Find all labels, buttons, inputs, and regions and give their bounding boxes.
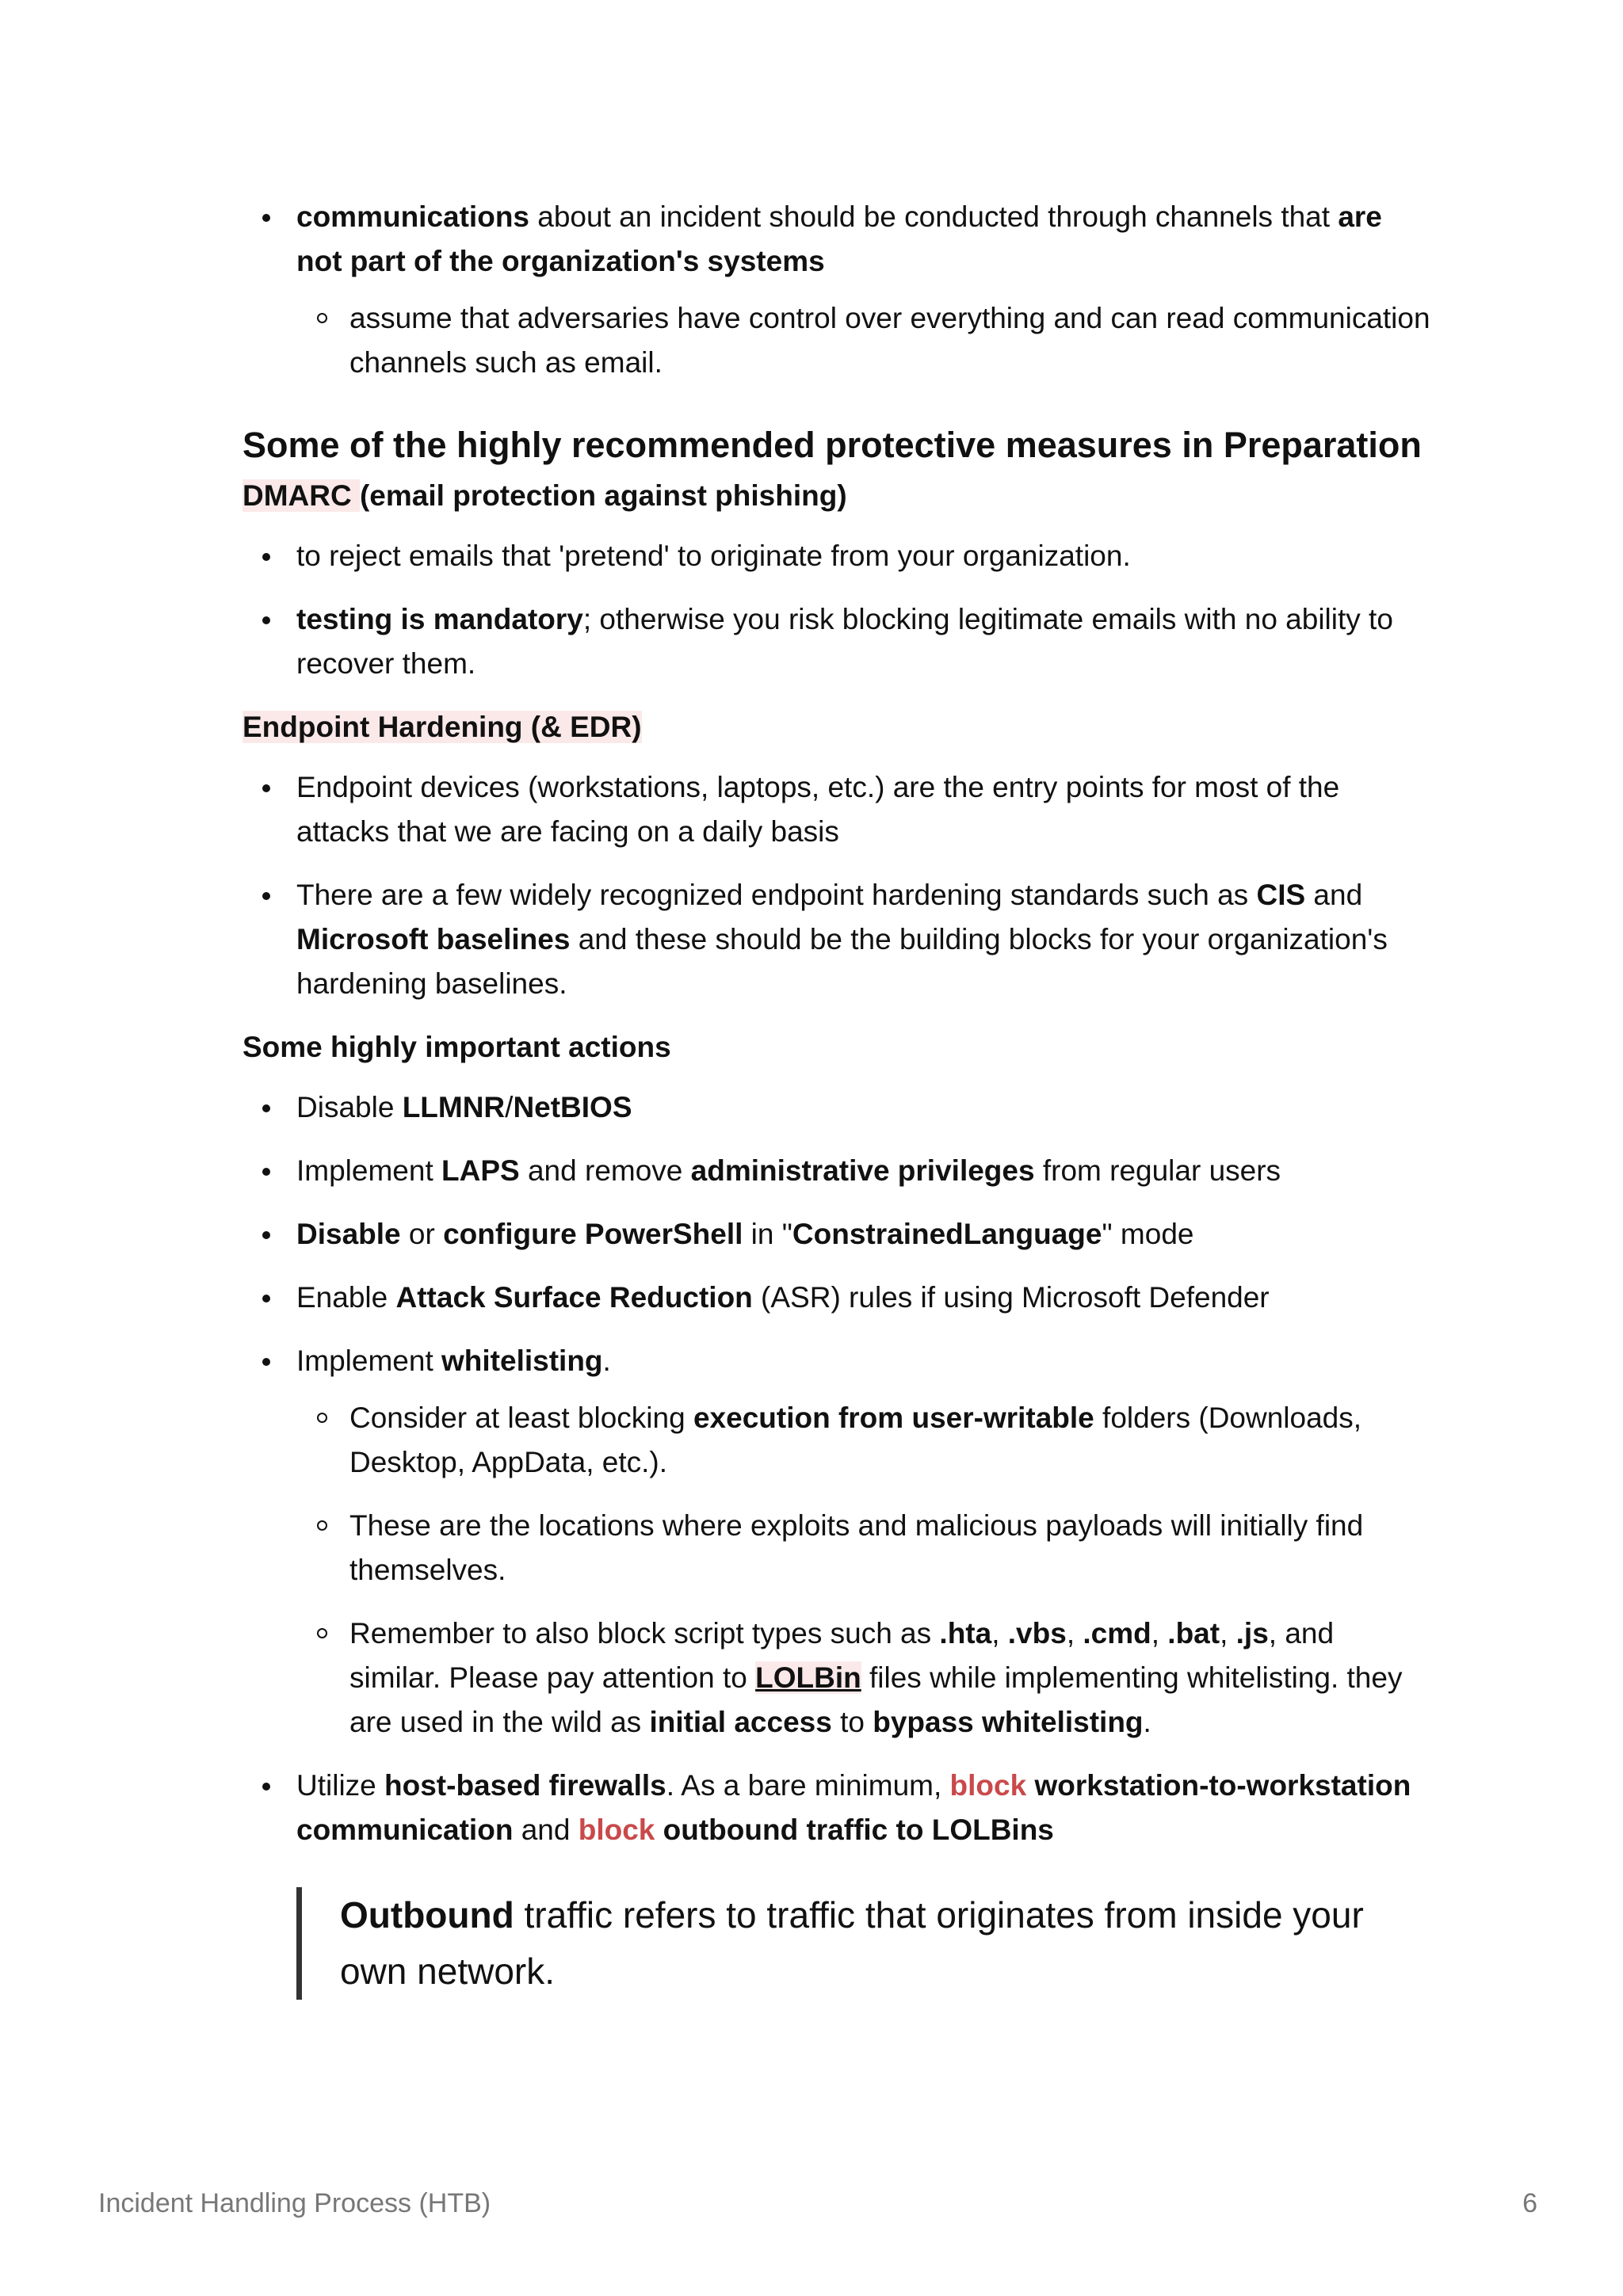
actions-list	[242, 1085, 1431, 1852]
list-item: There are a few widely recognized endpoint hardening standards such as CIS and Microsoft baselines and these should be the building blocks for your organization's hardening baselines.	[242, 873, 1431, 1006]
list-item	[242, 296, 1431, 385]
dmarc-list	[242, 534, 1431, 686]
list-item	[242, 597, 1431, 686]
list-item: Utilize host-based firewalls. As a bare minimum, block workstation-to-workstation communication and block outbound traffic to LOLBins	[242, 1764, 1431, 1852]
text: to reject emails that 'pretend' to originate from your organization.	[296, 540, 1131, 572]
list-item: Enable Attack Surface Reduction (ASR) rules if using Microsoft Defender	[242, 1276, 1431, 1320]
endpoint-title	[242, 705, 1431, 749]
bold-text: Outbound	[340, 1894, 514, 1936]
sub-list	[296, 1396, 1431, 1745]
bullet-list-top	[242, 195, 1431, 385]
list-item: Disable or configure PowerShell in "ConstrainedLanguage" mode	[242, 1212, 1431, 1257]
bold-text: testing is mandatory	[296, 603, 583, 635]
list-item: Implement whitelisting. Consider at least blocking execution from user-writable folders (Downloads, Desktop, AppData, etc.). These are the locations where exploits and malicious payloads will initially find themselves. Remember to also block script types such as .hta, .vbs, .cmd, .bat, .js, and similar. Please pay attention to LOLBin files while implementing whitelisting. they are used in the wild as initial access to bypass whitelisting.	[242, 1339, 1431, 1745]
list-item: Remember to also block script types such as .hta, .vbs, .cmd, .bat, .js, and similar. Please pay attention to LOLBin files while implementing whitelisting. they are used in the wild as initial access to bypass whitelisting.	[242, 1611, 1431, 1745]
page-number: 6	[1522, 2188, 1537, 2218]
dmarc-title	[242, 474, 1431, 518]
list-item: These are the locations where exploits and malicious payloads will initially find themselves.	[242, 1504, 1431, 1592]
text: assume that adversaries have control over everything and can read communication channels such as email.	[349, 302, 1430, 379]
text: (email protection against phishing)	[359, 479, 847, 512]
block-highlight: block	[949, 1769, 1027, 1802]
text: Endpoint devices (workstations, laptops, etc.) are the entry points for most of the attacks that we are facing on a daily basis	[296, 771, 1340, 848]
text: traffic refers to traffic that originates from inside your own network.	[340, 1894, 1364, 1992]
text: ; otherwise you risk blocking legitimate emails with no ability to recover them.	[296, 603, 1393, 680]
block-highlight: block	[578, 1814, 655, 1846]
page-content	[242, 195, 1431, 2000]
footer-title: Incident Handling Process (HTB)	[98, 2188, 491, 2218]
text: about an incident should be conducted through channels that	[529, 200, 1338, 233]
list-item	[242, 765, 1431, 854]
list-item: Disable LLMNR/NetBIOS	[242, 1085, 1431, 1130]
endpoint-label: Endpoint Hardening (& EDR)	[242, 711, 642, 743]
endpoint-list	[242, 765, 1431, 1006]
lolbin-link[interactable]: LOLBin	[755, 1661, 861, 1694]
list-item: Implement LAPS and remove administrative privileges from regular users	[242, 1149, 1431, 1193]
blockquote	[296, 1887, 1431, 2000]
bold-text: are not part of the organization's systems	[296, 200, 1382, 277]
list-item: Consider at least blocking execution from user-writable folders (Downloads, Desktop, AppData, etc.).	[242, 1396, 1431, 1485]
list-item	[242, 195, 1431, 385]
bold-text: communications	[296, 200, 529, 233]
section-heading: Some of the highly recommended protective measures in Preparation	[242, 425, 1422, 465]
actions-title: Some highly important actions	[242, 1031, 671, 1063]
list-item	[242, 534, 1431, 578]
dmarc-label: DMARC	[242, 479, 360, 512]
sub-list	[296, 296, 1431, 385]
